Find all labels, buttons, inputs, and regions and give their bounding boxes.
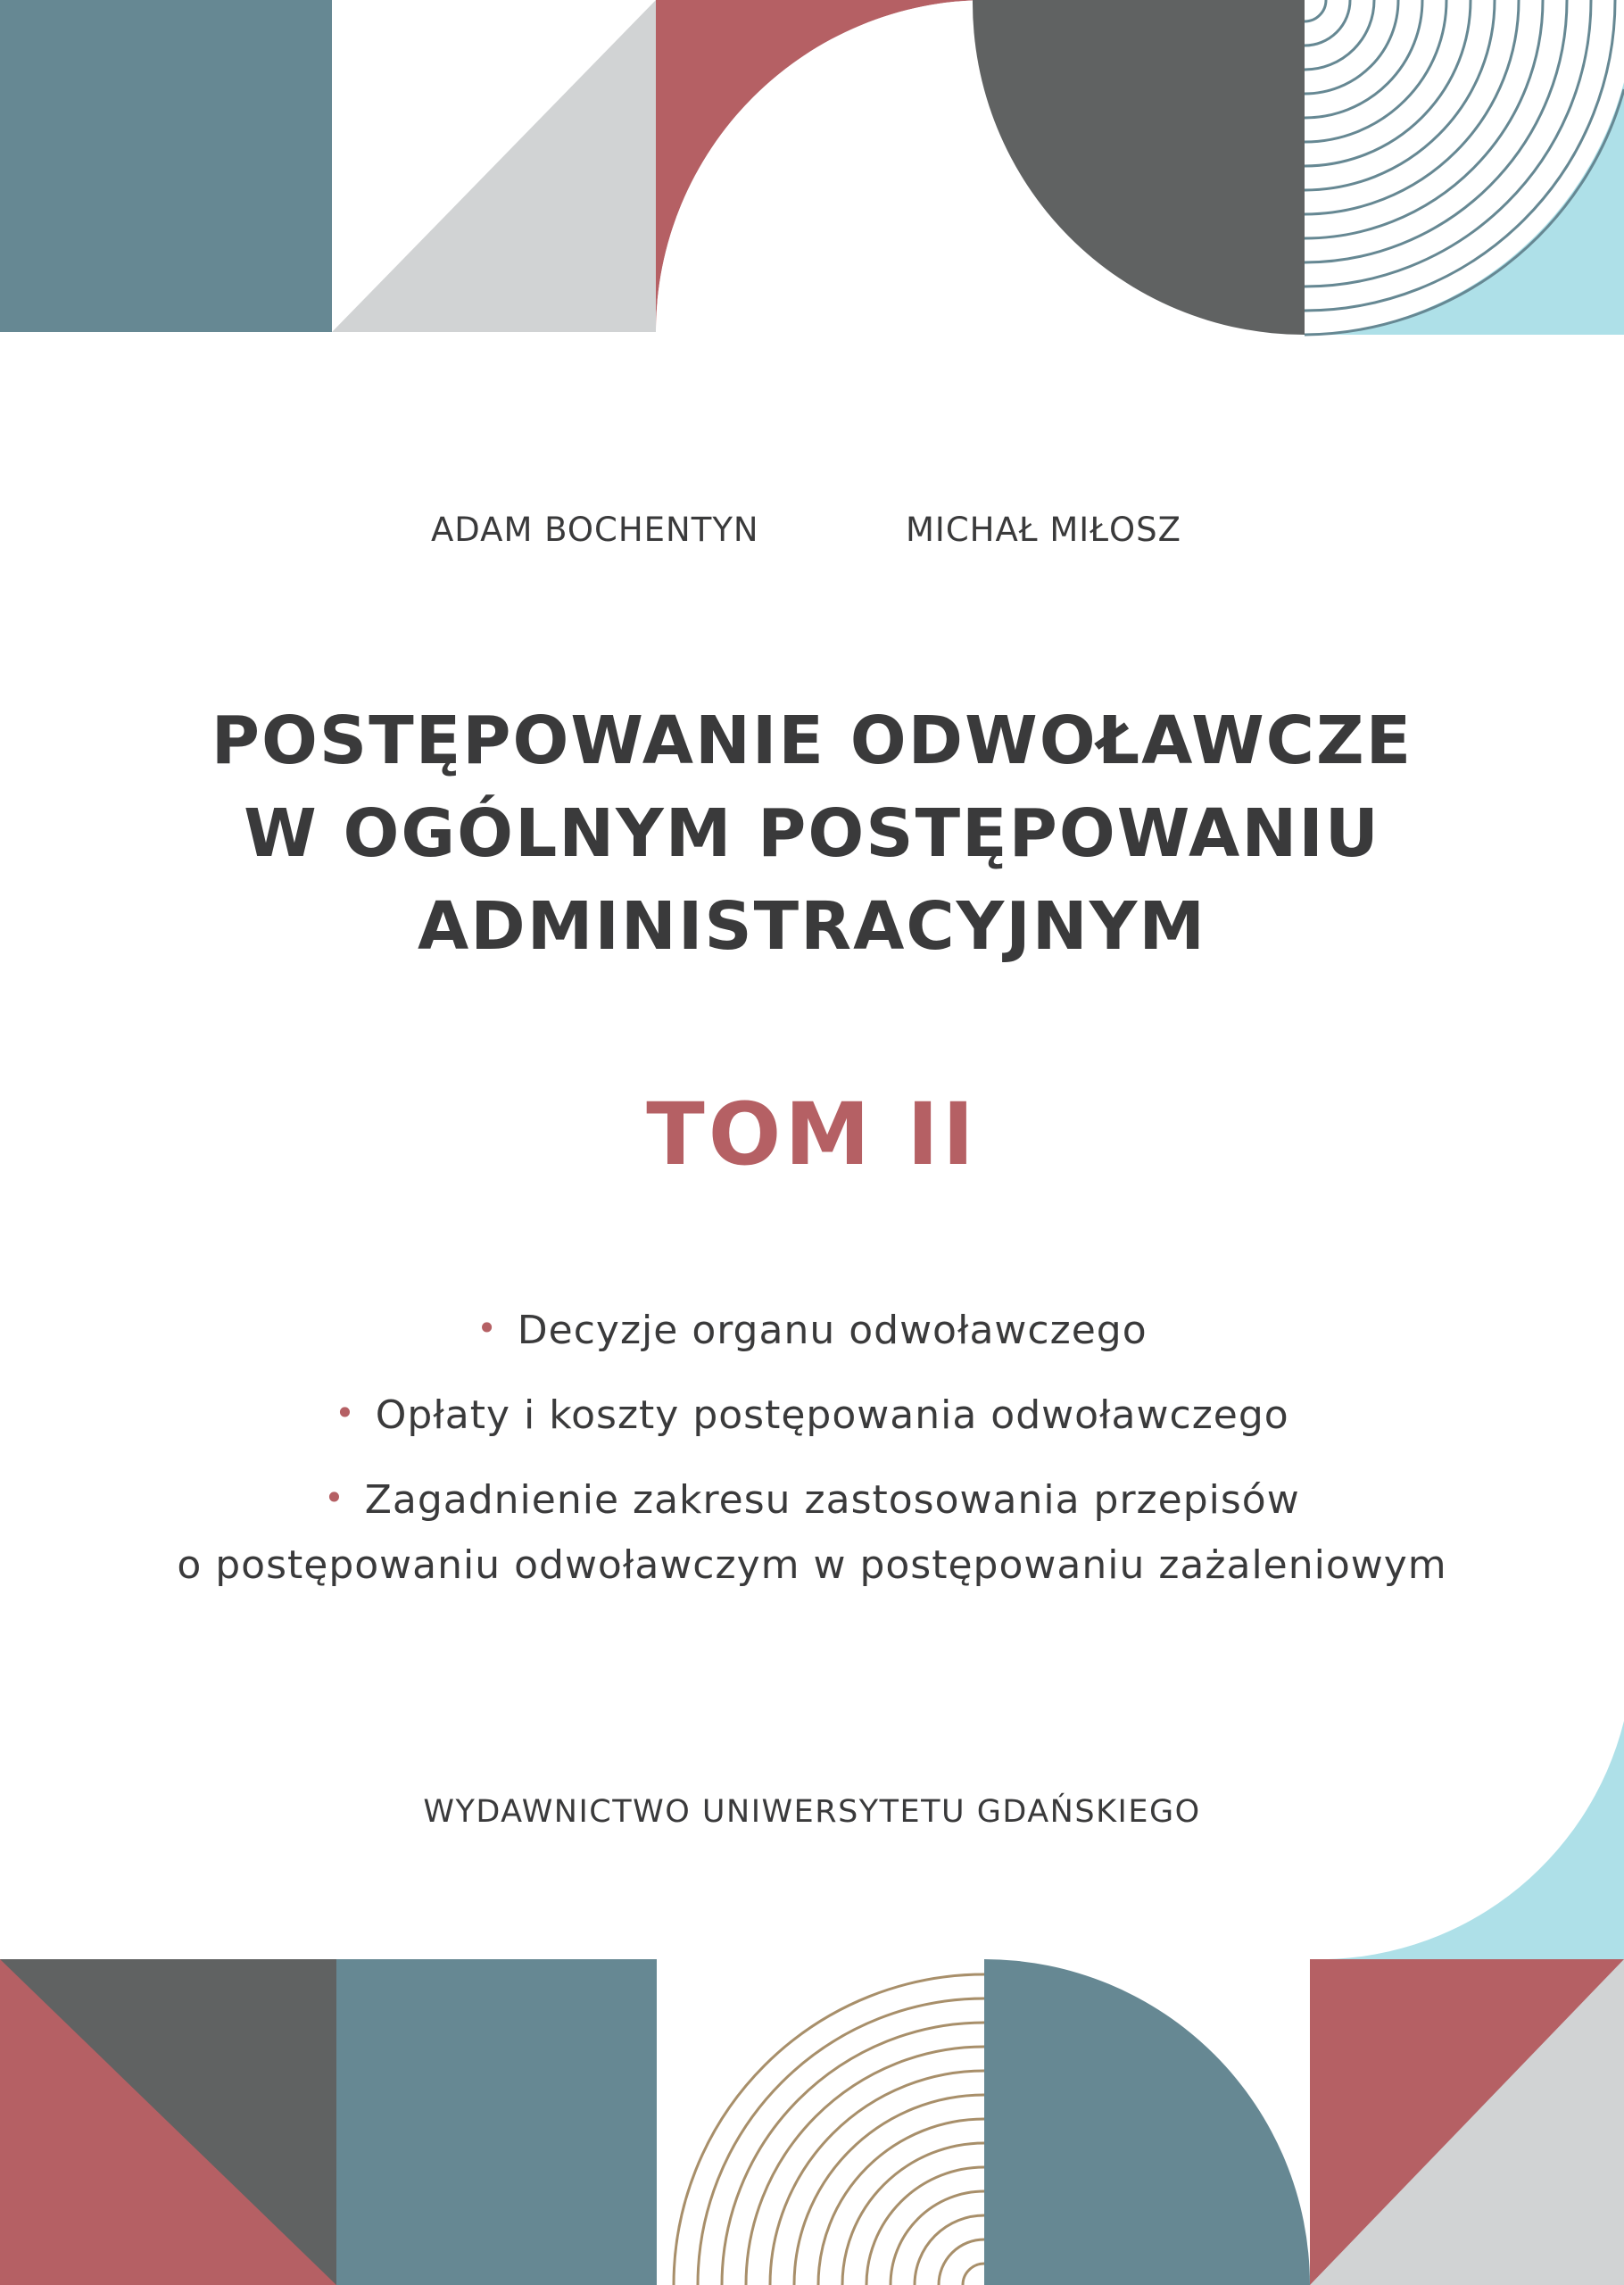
contents-bullet-list [0, 1299, 1624, 1617]
top-dark-half-disk [973, 0, 1305, 335]
author-1: ADAM BOCHENTYN [431, 511, 759, 549]
bullet-icon: • [476, 1309, 498, 1348]
bullet-item-1 [0, 1299, 1624, 1364]
bullet-icon: • [324, 1478, 345, 1517]
top-slate-square [0, 0, 332, 332]
bottom-slate-square [336, 1959, 657, 2285]
title-line-1: POSTĘPOWANIE ODWOŁAWCZE [211, 702, 1413, 779]
bullet-icon: • [335, 1393, 356, 1433]
bullet-item-3-line-1 [0, 1468, 1624, 1533]
bullet-text-2: Opłaty i koszty postępowania odwoławczego [375, 1392, 1289, 1438]
bullet-item-2 [0, 1383, 1624, 1449]
bullet-item-3 [0, 1468, 1624, 1598]
bottom-slate-half-disk [984, 1959, 1310, 2285]
title-line-3: ADMINISTRACYJNYM [418, 888, 1206, 965]
bullet-item-3-line-2: o postępowaniu odwoławczym w postępowaniu zażaleniowym [177, 1542, 1447, 1588]
right-blue-quarter-circle [1310, 1721, 1624, 1959]
bullet-text-3a: Zagadnienie zakresu zastosowania przepisów [364, 1477, 1300, 1523]
volume-label: TOM II [646, 1084, 978, 1184]
bottom-concentric-arcs [674, 1974, 984, 2285]
title-line-2: W OGÓLNYM POSTĘPOWANIU [244, 795, 1380, 872]
author-2: MICHAŁ MIŁOSZ [906, 511, 1181, 549]
publisher: WYDAWNICTWO UNIWERSYTETU GDAŃSKIEGO [423, 1794, 1201, 1830]
book-title [0, 694, 1624, 973]
top-gray-triangle [332, 0, 656, 332]
bullet-text-1: Decyzje organu odwoławczego [517, 1308, 1148, 1353]
